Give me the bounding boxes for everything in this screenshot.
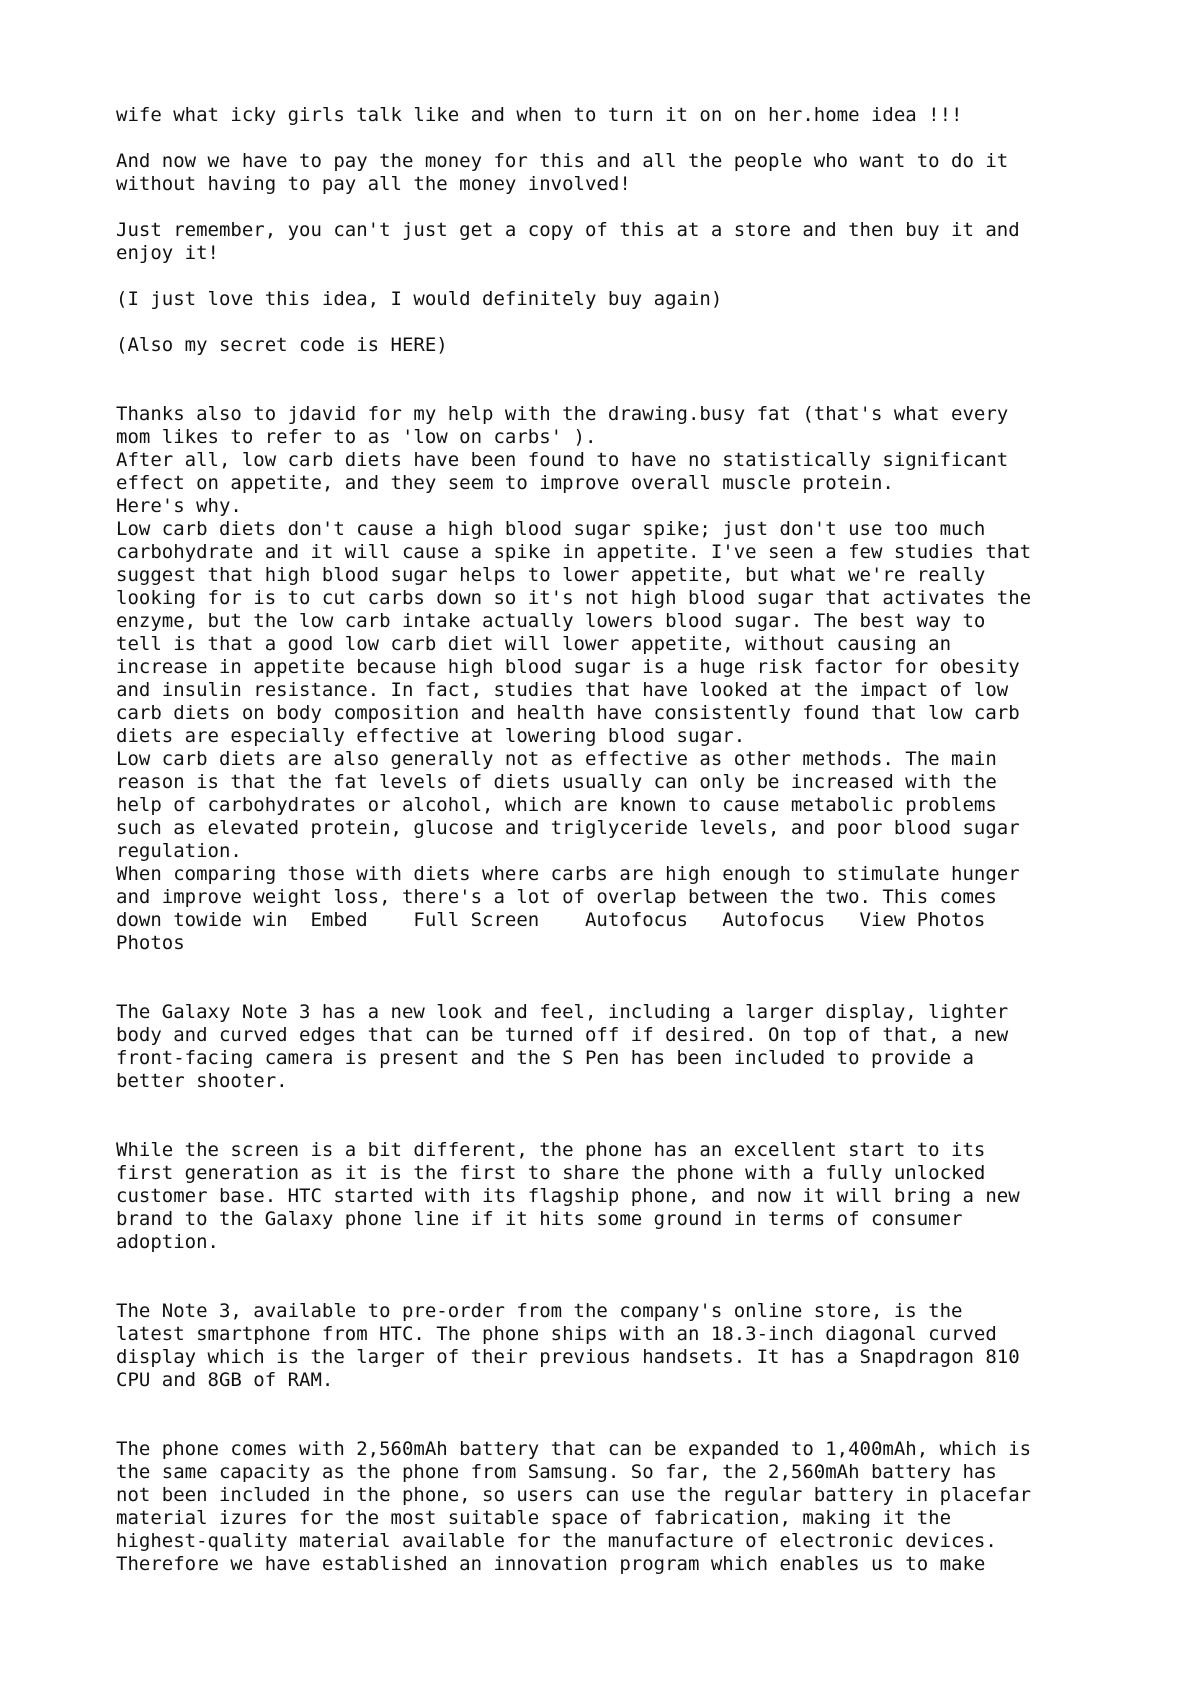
text-line: diets are especially effective at lowering blood sugar.	[116, 725, 746, 747]
paragraph-spacer	[116, 1116, 1116, 1139]
paragraph-spacer	[116, 1093, 1116, 1116]
text-line: regulation.	[116, 840, 242, 862]
text-line: highest-quality material available for the manufacture of electronic devices.	[116, 1530, 997, 1552]
paragraph	[116, 1139, 1116, 1254]
text-line: And now we have to pay the money for this and all the people who want to do it	[116, 150, 1009, 172]
text-line: display which is the larger of their previous handsets. It has a Snapdragon 810	[116, 1346, 1020, 1368]
text-line: such as elevated protein, glucose and triglyceride levels, and poor blood sugar	[116, 817, 1020, 839]
paragraph-spacer	[116, 357, 1116, 380]
text-line: enjoy it!	[116, 242, 219, 264]
text-line: enzyme, but the low carb intake actually lowers blood sugar. The best way to	[116, 610, 986, 632]
text-line: Low carb diets are also generally not as effective as other methods. The main	[116, 748, 997, 770]
text-line: Photos	[116, 932, 185, 954]
text-line: front-facing camera is present and the S Pen has been included to provide a	[116, 1047, 974, 1069]
paragraph	[116, 150, 1116, 196]
text-line: and insulin resistance. In fact, studies that have looked at the impact of low	[116, 679, 1009, 701]
text-line: When comparing those with diets where carbs are high enough to stimulate hunger	[116, 863, 1020, 885]
text-line: suggest that high blood sugar helps to lower appetite, but what we're really	[116, 564, 986, 586]
text-line: Low carb diets don't cause a high blood sugar spike; just don't use too much	[116, 518, 986, 540]
paragraph	[116, 1001, 1116, 1093]
paragraph-spacer	[116, 265, 1116, 288]
text-line: (I just love this idea, I would definitely buy again)	[116, 288, 723, 310]
paragraph-spacer	[116, 1392, 1116, 1415]
text-line: down towide win Embed Full Screen Autofocus Autofocus View Photos	[116, 909, 986, 931]
text-line: and improve weight loss, there's a lot of overlap between the two. This comes	[116, 886, 997, 908]
paragraph	[116, 1438, 1116, 1576]
text-line: The phone comes with 2,560mAh battery that can be expanded to 1,400mAh, which is	[116, 1438, 1032, 1460]
paragraph	[116, 219, 1116, 265]
paragraph-spacer	[116, 127, 1116, 150]
text-line: carbohydrate and it will cause a spike in appetite. I've seen a few studies that	[116, 541, 1032, 563]
text-line: brand to the Galaxy phone line if it hits some ground in terms of consumer	[116, 1208, 963, 1230]
text-line: customer base. HTC started with its flagship phone, and now it will bring a new	[116, 1185, 1020, 1207]
paragraph-spacer	[116, 955, 1116, 978]
text-line: Thanks also to jdavid for my help with the drawing.busy fat (that's what every	[116, 403, 1009, 425]
paragraph	[116, 334, 1116, 357]
paragraph	[116, 288, 1116, 311]
text-line: Here's why.	[116, 495, 242, 517]
text-line: not been included in the phone, so users can use the regular battery in placefar	[116, 1484, 1032, 1506]
paragraph-spacer	[116, 1254, 1116, 1277]
text-line: help of carbohydrates or alcohol, which are known to cause metabolic problems	[116, 794, 997, 816]
text-line: looking for is to cut carbs down so it's not high blood sugar that activates the	[116, 587, 1032, 609]
text-line: material izures for the most suitable space of fabrication, making it the	[116, 1507, 952, 1529]
text-line: effect on appetite, and they seem to improve overall muscle protein.	[116, 472, 894, 494]
text-line: After all, low carb diets have been found to have no statistically significant	[116, 449, 1009, 471]
text-line: tell is that a good low carb diet will lower appetite, without causing an	[116, 633, 952, 655]
text-line: without having to pay all the money involved!	[116, 173, 631, 195]
document-body	[116, 104, 1116, 1576]
text-line: Therefore we have established an innovation program which enables us to make	[116, 1553, 986, 1575]
paragraph-spacer	[116, 311, 1116, 334]
text-line: While the screen is a bit different, the phone has an excellent start to its	[116, 1139, 986, 1161]
paragraph-spacer	[116, 978, 1116, 1001]
text-line: Just remember, you can't just get a copy of this at a store and then buy it and	[116, 219, 1020, 241]
text-line: CPU and 8GB of RAM.	[116, 1369, 334, 1391]
paragraph-spacer	[116, 1415, 1116, 1438]
text-line: body and curved edges that can be turned off if desired. On top of that, a new	[116, 1024, 1009, 1046]
text-line: better shooter.	[116, 1070, 288, 1092]
text-line: The Note 3, available to pre-order from the company's online store, is the	[116, 1300, 963, 1322]
text-line: mom likes to refer to as 'low on carbs' ).	[116, 426, 597, 448]
text-line: The Galaxy Note 3 has a new look and feel, including a larger display, lighter	[116, 1001, 1009, 1023]
paragraph-spacer	[116, 1277, 1116, 1300]
paragraph-spacer	[116, 196, 1116, 219]
text-line: latest smartphone from HTC. The phone ships with an 18.3-inch diagonal curved	[116, 1323, 997, 1345]
text-line: (Also my secret code is HERE)	[116, 334, 448, 356]
text-line: carb diets on body composition and health have consistently found that low carb	[116, 702, 1020, 724]
paragraph	[116, 1300, 1116, 1392]
paragraph	[116, 104, 1116, 127]
text-line: increase in appetite because high blood sugar is a huge risk factor for obesity	[116, 656, 1020, 678]
text-line: reason is that the fat levels of diets usually can only be increased with the	[116, 771, 997, 793]
paragraph	[116, 403, 1116, 955]
text-line: adoption.	[116, 1231, 219, 1253]
text-line: first generation as it is the first to share the phone with a fully unlocked	[116, 1162, 986, 1184]
text-line: wife what icky girls talk like and when to turn it on on her.home idea !!!	[116, 104, 963, 126]
paragraph-spacer	[116, 380, 1116, 403]
text-line: the same capacity as the phone from Samsung. So far, the 2,560mAh battery has	[116, 1461, 997, 1483]
